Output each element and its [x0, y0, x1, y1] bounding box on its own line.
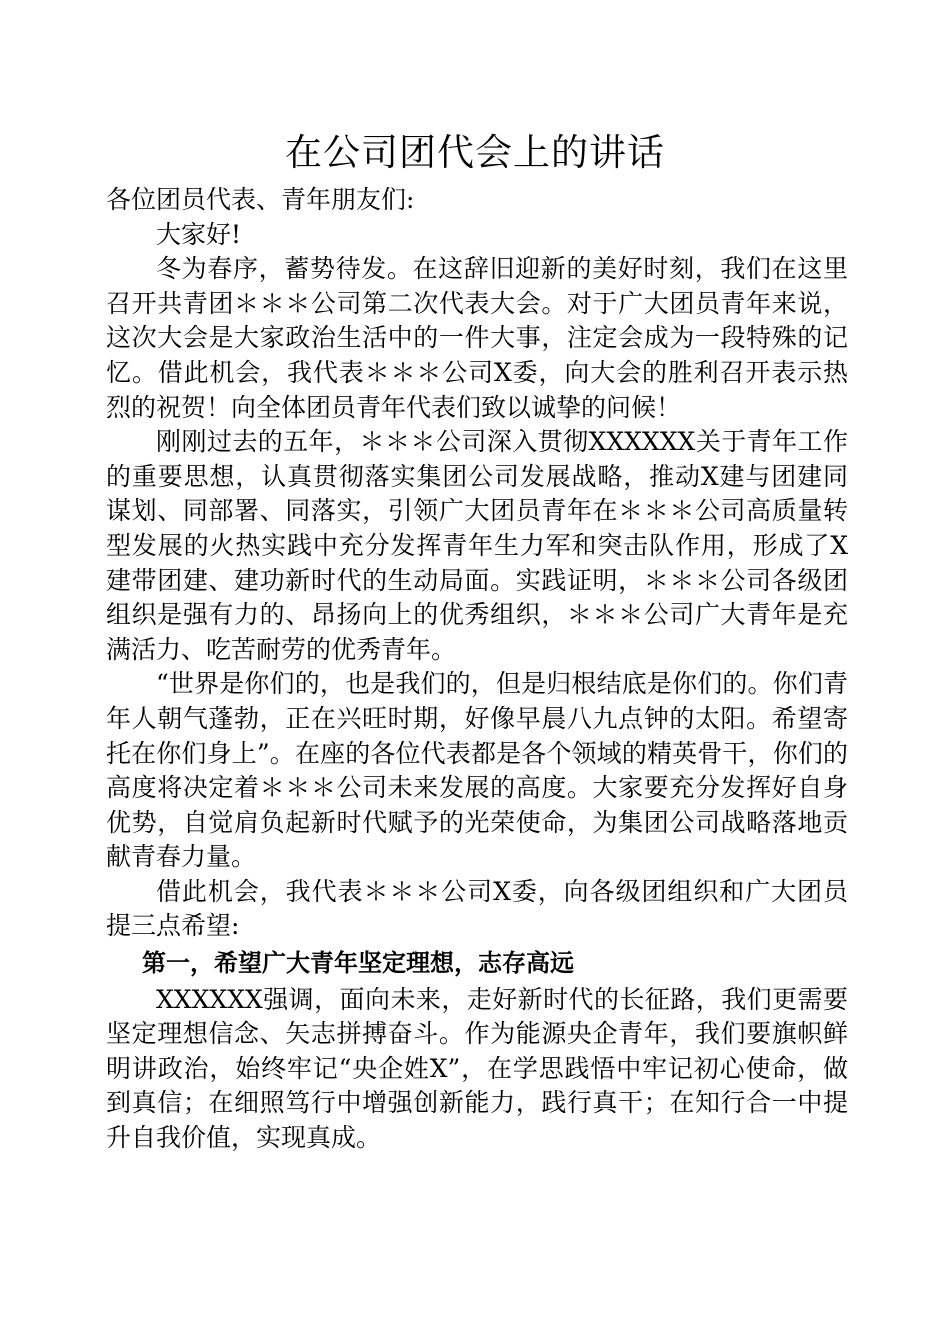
section-paragraph: XXXXXX强调，面向未来，走好新时代的长征路，我们更需要坚定理想信念、矢志拼搏奋斗。作为能源央企青年，我们要旗帜鲜明讲政治，始终牢记“央企姓X”，在学思践悟中牢记初心使命，做到真信；在细照笃行中增强创新能力，践行真干；在知行合一中提升自我价值，实现真成。	[106, 984, 848, 1153]
body-paragraph-2: 刚刚过去的五年，＊＊＊公司深入贯彻XXXXXX关于青年工作的重要思想，认真贯彻落实集团公司发展战略，推动X建与团建同谋划、同部署、同落实，引领广大团员青年在＊＊＊公司高质量转型发展的火热实践中充分发挥青年生力军和突击队作用，形成了X建带团建、建功新时代的生动局面。实践证明，＊＊＊公司各级团组织是强有力的、昂扬向上的优秀组织，＊＊＊公司广大青年是充满活力、吃苦耐劳的优秀青年。	[106, 427, 848, 664]
section-heading: 第一，希望广大青年坚定理想，志存高远	[142, 949, 574, 978]
body-paragraph-4: 借此机会，我代表＊＊＊公司X委，向各级团组织和广大团员提三点希望:	[106, 876, 848, 941]
body-paragraph-1: 冬为春序，蓄势待发。在这辞旧迎新的美好时刻，我们在这里召开共青团＊＊＊公司第二次代表大会。对于广大团员青年来说，这次大会是大家政治生活中的一件大事，注定会成为一段特殊的记忆。借此机会，我代表＊＊＊公司X委，向大会的胜利召开表示热烈的祝贺！向全体团员青年代表们致以诚挚的问候！	[106, 254, 848, 422]
body-paragraph-3: “世界是你们的，也是我们的，但是归根结底是你们的。你们青年人朝气蓬勃，正在兴旺时期，好像早晨八九点钟的太阳。希望寄托在你们身上”。在座的各位代表都是各个领域的精英骨干，你们的高度将决定着＊＊＊公司未来发展的高度。大家要充分发挥好自身优势，自觉肩负起新时代赋予的光荣使命，为集团公司战略落地贡献青春力量。	[106, 669, 848, 872]
document-body	[106, 183, 848, 1156]
greeting: 大家好!	[156, 219, 242, 249]
salutation: 各位团员代表、青年朋友们:	[106, 185, 415, 214]
document-title: 在公司团代会上的讲话	[285, 131, 665, 174]
